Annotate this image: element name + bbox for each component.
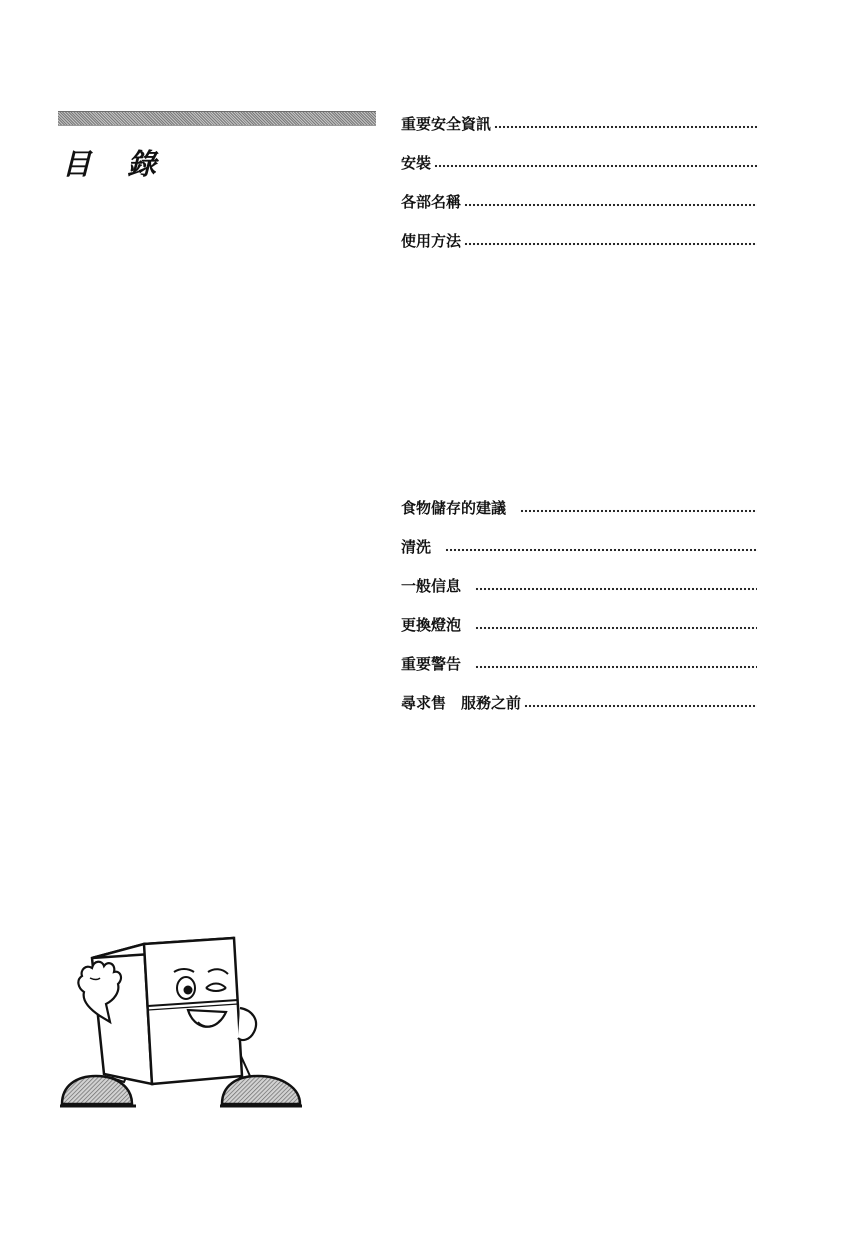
toc-item[interactable] (401, 536, 757, 575)
refrigerator-mascot-illustration (54, 930, 306, 1126)
toc-item-label: 安裝 (401, 154, 432, 172)
toc-item-label: 尋求售 服務之前 (401, 694, 522, 712)
toc-item[interactable] (401, 692, 757, 731)
toc-section-2 (401, 497, 757, 731)
dot-leader (524, 694, 757, 708)
right-shoe (220, 1076, 302, 1106)
page-title: 目 錄 (62, 147, 170, 181)
dot-leader (464, 232, 757, 246)
toc-item[interactable] (401, 497, 757, 536)
toc-item-label: 更換燈泡 (401, 616, 462, 634)
toc-item-label: 各部名稱 (401, 193, 462, 211)
toc-section-1 (401, 113, 757, 269)
toc-item-label: 一般信息 (401, 577, 462, 595)
dot-leader (520, 499, 757, 513)
dot-leader (475, 577, 757, 591)
dot-leader (475, 616, 757, 630)
toc-item[interactable] (401, 230, 757, 269)
toc-item-label: 食物儲存的建議 (401, 499, 507, 517)
toc-item-label: 重要警告 (401, 655, 462, 673)
header-rule (58, 111, 376, 126)
dot-leader (434, 154, 757, 168)
dot-leader (445, 538, 757, 552)
dot-leader (494, 115, 757, 129)
toc-item-label: 清洗 (401, 538, 432, 556)
toc-item-label: 重要安全資訊 (401, 115, 492, 133)
dot-leader (475, 655, 757, 669)
toc-item-label: 使用方法 (401, 232, 462, 250)
toc-item[interactable] (401, 575, 757, 614)
toc-item[interactable] (401, 653, 757, 692)
toc-item[interactable] (401, 191, 757, 230)
toc-item[interactable] (401, 152, 757, 191)
toc-item[interactable] (401, 113, 757, 152)
toc-item[interactable] (401, 614, 757, 653)
dot-leader (464, 193, 757, 207)
